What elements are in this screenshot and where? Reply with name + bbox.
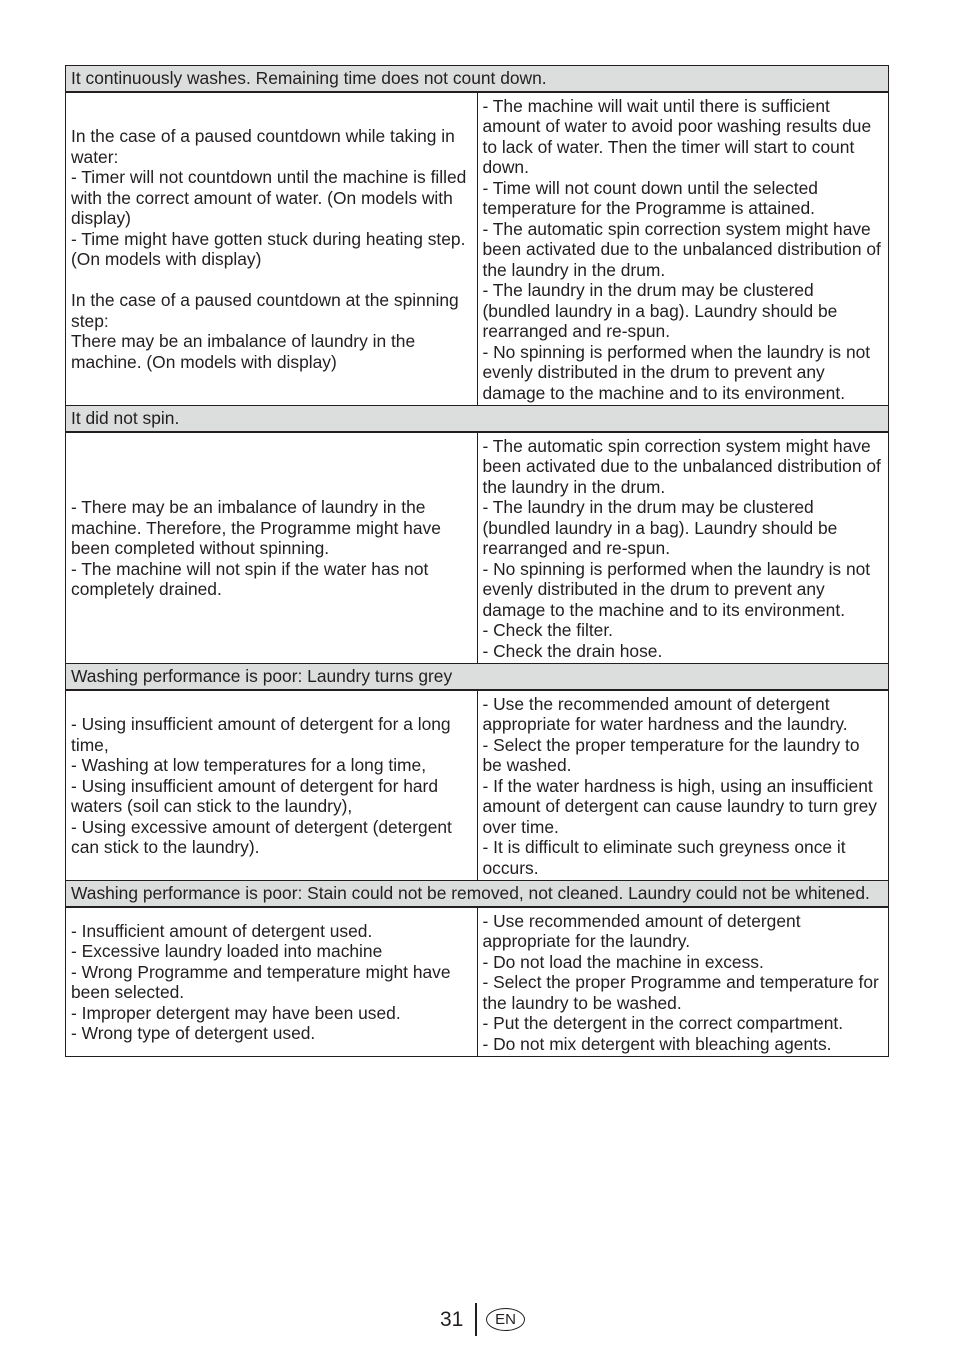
remedy-cell: - The machine will wait until there is sufficient amount of water to avoid poor washing results due to lack of water. Then the timer will start to count down. - Time will not count down until the selected temperature for the Programme is attained. - The automatic spin correction system might have been activated due to the unbalanced distribution of the laundry in the drum. - The laundry in the drum may be clustered (bundled laundry in a bag). Laundry should be rearranged and re-spun. - No spinning is performed when the laundry is not evenly distributed in the drum to prevent any damage to the machine and to its environment. [477, 92, 889, 406]
cause-cell: - Insufficient amount of detergent used. - Excessive laundry loaded into machine - Wrong Programme and temperature might have been selected. - Improper detergent may have been used. - Wrong type of detergent used. [66, 907, 478, 1057]
solution-row [66, 92, 889, 406]
problem-row [66, 664, 889, 690]
problem-heading: It continuously washes. Remaining time does not count down. [66, 66, 889, 92]
cause-cell: - There may be an imbalance of laundry in the machine. Therefore, the Programme might have been completed without spinning. - The machine will not spin if the water has not completely drained. [66, 432, 478, 664]
footer-divider [475, 1303, 477, 1336]
cause-cell: In the case of a paused countdown while taking in water: - Timer will not countdown until the machine is filled with the correct amount of water. (On models with display) - Time might have gotten stuck during heating step. (On models with display) In the case of a paused countdown at the spinning step: There may be an imbalance of laundry in the machine. (On models with display) [66, 92, 478, 406]
language-badge: EN [486, 1308, 525, 1331]
problem-row [66, 881, 889, 907]
solution-row [66, 907, 889, 1057]
cause-cell: - Using insufficient amount of detergent for a long time, - Washing at low temperatures for a long time, - Using insufficient amount of detergent for hard waters (soil can stick to the laundry), - Using excessive amount of detergent (detergent can stick to the laundry). [66, 690, 478, 881]
problem-row [66, 66, 889, 92]
problem-heading: Washing performance is poor: Stain could not be removed, not cleaned. Laundry could not be whitened. [66, 881, 889, 907]
remedy-cell: - Use the recommended amount of detergent appropriate for water hardness and the laundry. - Select the proper temperature for the laundry to be washed. - If the water hardness is high, using an insufficient amount of detergent can cause laundry to turn grey over time. - It is difficult to eliminate such greyness once it occurs. [477, 690, 889, 881]
remedy-cell: - The automatic spin correction system might have been activated due to the unbalanced distribution of the laundry in the drum. - The laundry in the drum may be clustered (bundled laundry in a bag). Laundry should be rearranged and re-spun. - No spinning is performed when the laundry is not evenly distributed in the drum to prevent any damage to the machine and to its environment. - Check the filter. - Check the drain hose. [477, 432, 889, 664]
solution-row [66, 432, 889, 664]
troubleshooting-table [65, 65, 889, 1057]
problem-heading: It did not spin. [66, 406, 889, 432]
problem-heading: Washing performance is poor: Laundry turns grey [66, 664, 889, 690]
solution-row [66, 690, 889, 881]
problem-row [66, 406, 889, 432]
remedy-cell: - Use recommended amount of detergent appropriate for the laundry. - Do not load the machine in excess. - Select the proper Programme and temperature for the laundry to be washed. - Put the detergent in the correct compartment. - Do not mix detergent with bleaching agents. [477, 907, 889, 1057]
page-footer [0, 1303, 954, 1337]
page-number: 31 [440, 1308, 464, 1331]
